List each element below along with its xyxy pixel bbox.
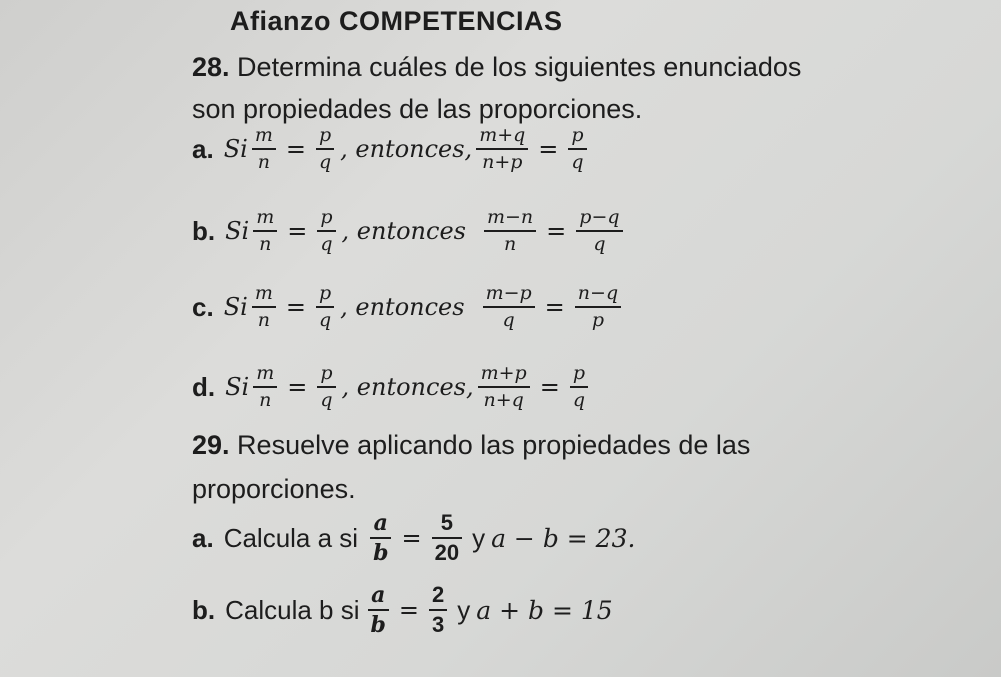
q28-item-d [192,364,592,410]
numerator: p [571,124,584,146]
denominator: 3 [432,612,445,637]
q28-number: 28. [192,52,230,82]
q28-text-line1: Determina cuáles de los siguientes enunciados [229,52,802,82]
fraction [368,584,389,636]
entonces-word: , entonces [340,293,465,321]
numerator: 2 [432,582,445,607]
denominator: q [593,233,606,255]
q29-statement-line2: proporciones. [192,474,356,504]
denominator: n [503,233,517,255]
item-text: Calcula b si [225,594,360,625]
numerator: p [318,282,332,304]
si-word: Si [223,135,248,163]
item-label: c. [192,291,214,322]
numerator: m−p [485,282,532,304]
fraction [253,208,277,254]
numerator: m [254,282,273,304]
denominator: b [370,612,386,638]
fraction [575,284,621,330]
entonces-word: , entonces, [340,135,473,163]
fraction [370,512,391,564]
numerator: p [320,206,333,228]
denominator: n+q [483,389,524,411]
q28-item-b [192,208,627,254]
numerator: m+p [480,362,527,384]
denominator: 20 [434,540,460,565]
fraction [478,364,530,410]
si-word: Si [225,217,250,245]
denominator: q [320,389,333,411]
fraction [429,584,447,636]
denominator: n [259,233,272,255]
item-label: a. [192,133,214,164]
fraction [484,208,536,254]
numerator: a [371,582,386,608]
fraction [476,126,528,172]
numerator: m [256,362,275,384]
item-label: d. [192,371,216,402]
denominator: q [318,151,332,173]
item-label: b. [192,215,216,246]
denominator: n [257,309,270,331]
fraction [432,512,462,564]
denominator: q [318,309,332,331]
equals-sign: = [287,373,308,401]
equals-sign: = [285,135,306,163]
fraction [252,126,276,172]
denominator: q [572,389,585,411]
equals-sign: = [538,135,559,163]
fraction [316,126,334,172]
condition: a − b = 23. [491,523,636,553]
equals-sign: = [398,596,420,624]
entonces-word: , entonces, [341,373,474,401]
numerator: p−q [579,206,620,228]
fraction [576,208,622,254]
numerator: a [373,510,388,536]
equals-sign: = [287,217,308,245]
fraction [252,284,276,330]
numerator: p [320,362,333,384]
numerator: m [256,206,275,228]
denominator: b [373,540,389,566]
fraction [317,208,335,254]
equals-sign: = [544,293,565,321]
numerator: m+q [479,124,526,146]
q29-item-b [192,584,613,636]
equals-sign: = [546,217,567,245]
si-word: Si [225,373,250,401]
fraction [483,284,535,330]
numerator: m−n [486,206,534,228]
q29-statement-line1 [192,430,750,461]
q28-statement-line2: son propiedades de las proporciones. [192,94,643,124]
numerator: p [318,124,332,146]
denominator: n+p [482,151,523,173]
denominator: n [257,151,270,173]
condition: a + b = 15 [476,595,613,625]
fraction [253,364,277,410]
equals-sign: = [285,293,306,321]
denominator: q [571,151,584,173]
q29-number: 29. [192,430,230,460]
fraction [570,364,588,410]
si-word: Si [223,293,248,321]
fraction [316,284,334,330]
q29-item-a [192,512,635,564]
numerator: p [572,362,585,384]
fraction [568,126,586,172]
numerator: m [254,124,273,146]
item-label: a. [192,522,214,553]
conjunction: y [472,522,486,553]
entonces-word: , entonces [341,217,466,245]
q29-text-line1: Resuelve aplicando las propiedades de las [229,430,751,460]
fraction [317,364,335,410]
equals-sign: = [401,524,422,552]
q28-statement-line1 [192,52,801,83]
q28-item-c [192,284,625,330]
item-text: Calcula a si [223,522,359,553]
denominator: p [591,309,605,331]
conjunction: y [457,594,471,625]
denominator: q [502,309,515,331]
denominator: n [259,389,272,411]
numerator: n−q [577,282,619,304]
q28-item-a [192,126,591,172]
equals-sign: = [539,373,560,401]
numerator: 5 [440,510,453,535]
section-heading: Afianzo COMPETENCIAS [230,6,563,36]
denominator: q [320,233,333,255]
item-label: b. [192,594,216,625]
